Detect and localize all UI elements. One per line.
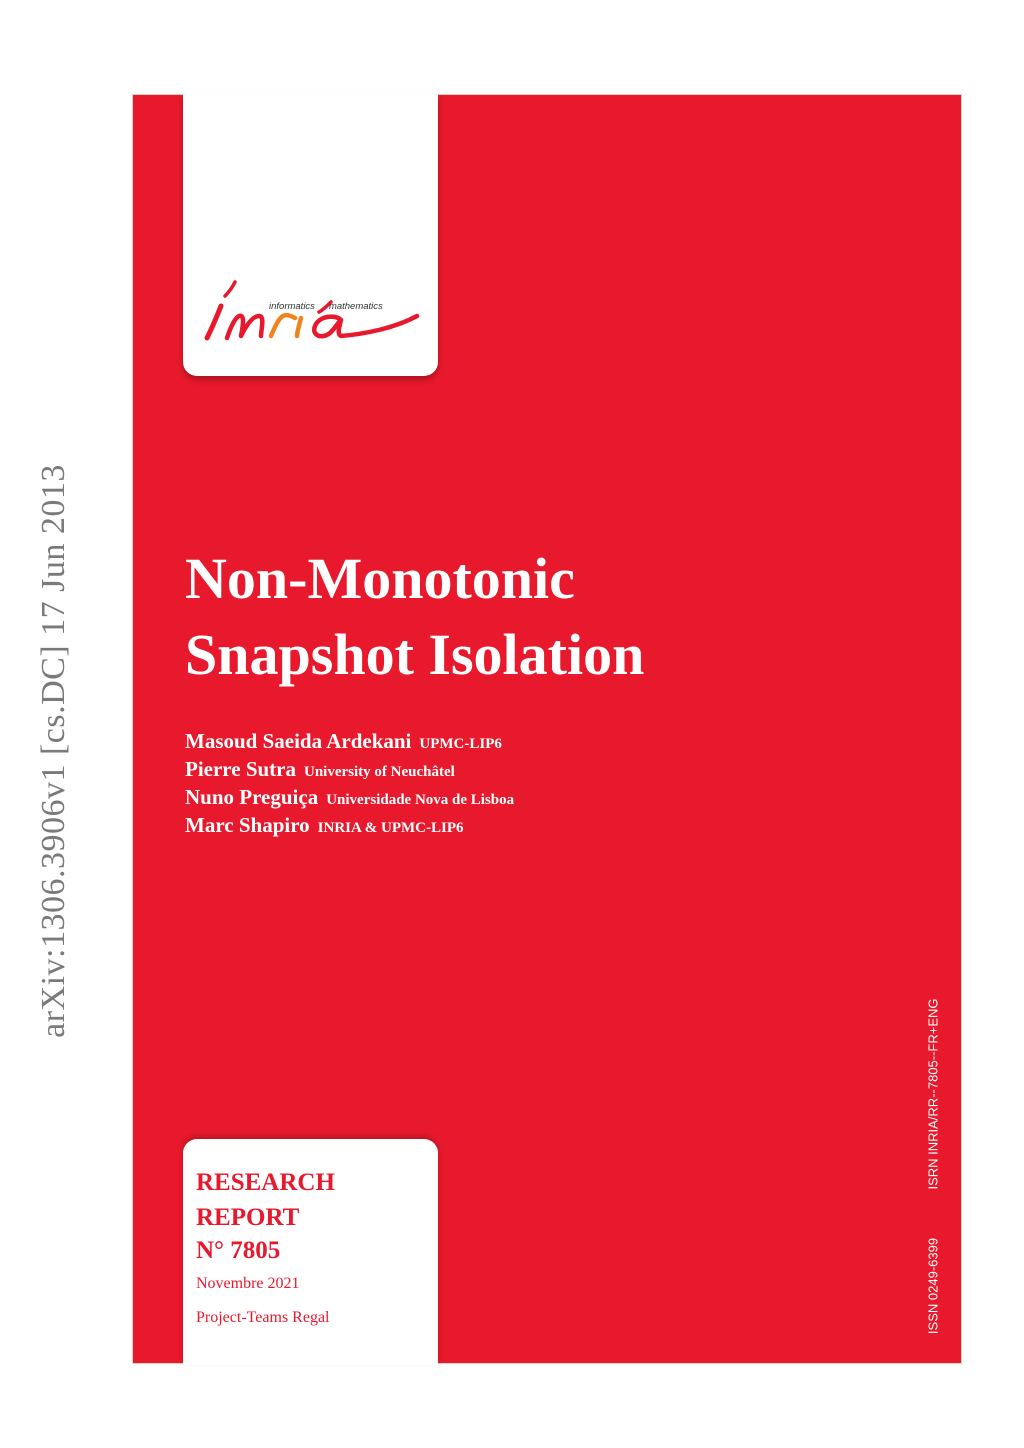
author-item: [185, 783, 514, 811]
report-type-line-2: REPORT: [196, 1204, 300, 1231]
project-team: Project-Teams Regal: [196, 1309, 330, 1326]
logo-tagline-mathematics: mathematics: [328, 301, 383, 312]
report-type: [196, 1165, 335, 1235]
author-item: [185, 755, 514, 783]
title-line-1: Non-Monotonic: [185, 546, 575, 611]
author-affiliation: University of Neuchâtel: [304, 764, 455, 780]
author-name: Masoud Saeida Ardekani: [185, 729, 412, 753]
author-name: Pierre Sutra: [185, 757, 296, 781]
issn-number: ISSN 0249-6399: [925, 1237, 941, 1335]
author-name: Marc Shapiro: [185, 813, 310, 837]
report-cover: [132, 94, 962, 1364]
author-affiliation: UPMC-LIP6: [419, 736, 502, 752]
title-line-2: Snapshot Isolation: [185, 622, 645, 687]
author-item: [185, 727, 514, 755]
logo-card: [183, 94, 438, 376]
report-title: [185, 541, 644, 693]
author-affiliation: Universidade Nova de Lisboa: [326, 792, 515, 808]
report-number: N° 7805: [196, 1237, 281, 1264]
logo-tagline-informatics: informatics: [269, 301, 315, 312]
inria-logo-icon: [195, 272, 429, 352]
author-affiliation: INRIA & UPMC-LIP6: [317, 820, 464, 836]
report-date: Novembre 2021: [196, 1275, 300, 1292]
author-list: [185, 727, 514, 839]
author-name: Nuno Preguiça: [185, 785, 319, 809]
arxiv-identifier: arXiv:1306.3906v1 [cs.DC] 17 Jun 2013: [35, 464, 72, 1038]
isrn-number: ISRN INRIA/RR--7805--FR+ENG: [925, 998, 941, 1190]
logo-tagline: [269, 301, 383, 312]
author-item: [185, 811, 514, 839]
report-info-card: [183, 1139, 438, 1365]
report-type-line-1: RESEARCH: [196, 1169, 335, 1196]
